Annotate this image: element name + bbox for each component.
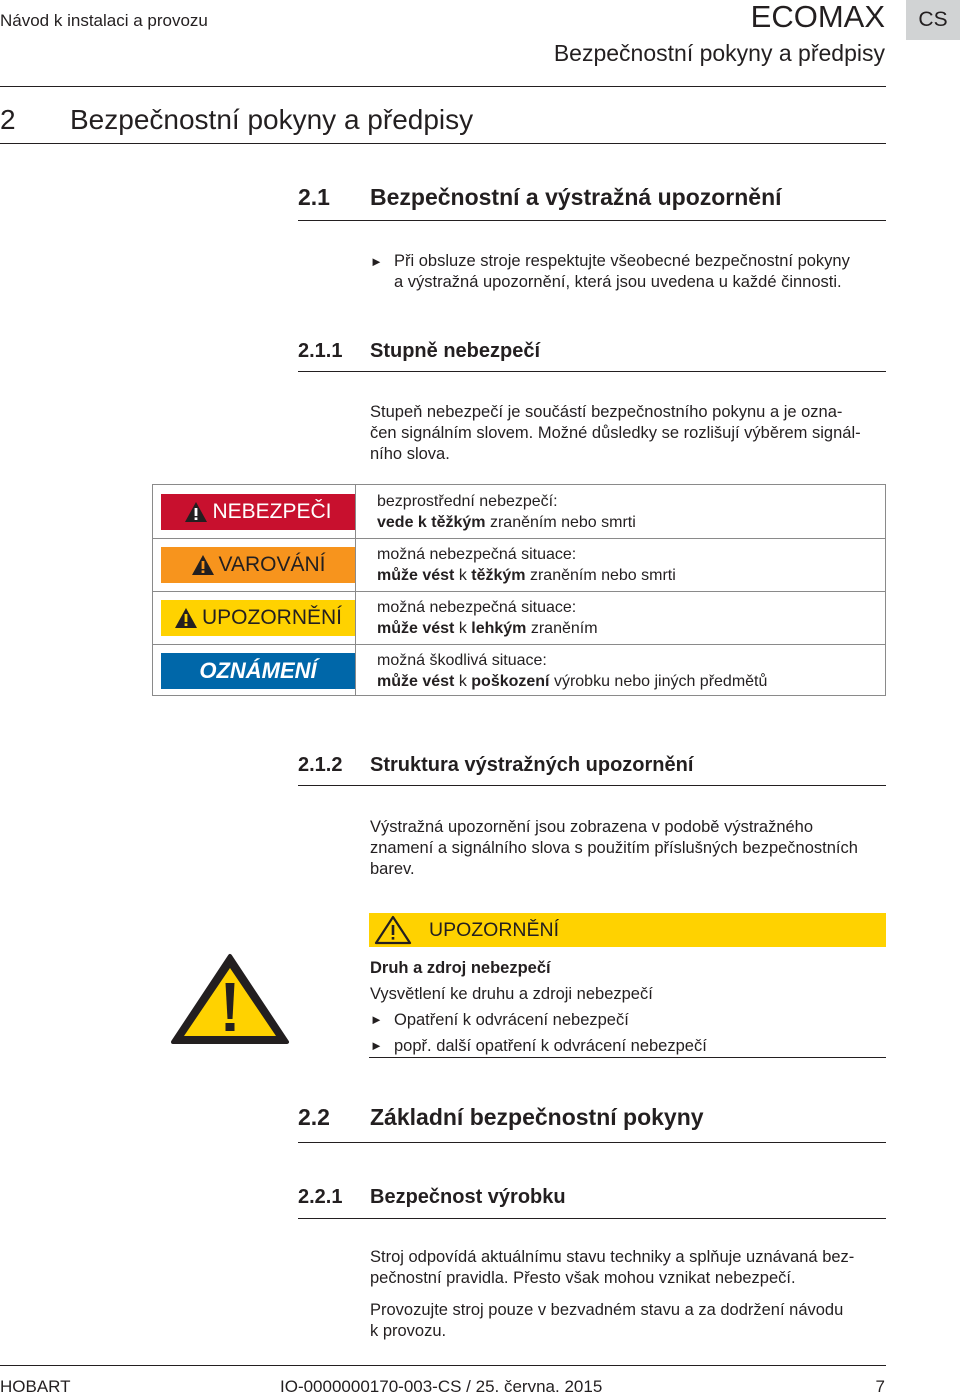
signal-word-label: UPOZORNĚNÍ (201, 606, 342, 629)
footer-company: HOBART (0, 1377, 71, 1396)
paragraph (370, 1300, 843, 1342)
hazard-levels-table (152, 484, 886, 696)
text-line: ního slova. (370, 445, 450, 463)
measure-item (370, 1033, 707, 1059)
consequence-part: může vést (377, 620, 455, 637)
section-rule (298, 1218, 886, 1219)
measure-item (370, 1007, 707, 1033)
consequence-text (377, 671, 767, 692)
hazard-row-warning (153, 538, 885, 591)
section-heading-2-2 (298, 1104, 704, 1131)
text-line: znamení a signálního slova s použitím příslušných bezpečnostních (370, 839, 858, 857)
page-number: 7 (875, 1377, 885, 1396)
signal-word-label: NEBEZPEČI (212, 500, 332, 523)
section-heading-2-1 (298, 184, 782, 211)
signal-word-label: UPOZORNĚNÍ (429, 918, 560, 941)
warning-triangle-icon (184, 501, 208, 523)
text-line: Stroj odpovídá aktuálnímu stavu techniky a splňuje uznávaná bez- (370, 1248, 855, 1266)
section-heading-2-2-1 (298, 1186, 566, 1209)
text-line: Při obsluze stroje respektujte všeobecné bezpečnostní pokyny (394, 252, 850, 270)
chapter-title: Bezpečnostní pokyny a předpisy (70, 104, 474, 135)
hazard-description (377, 544, 676, 586)
warning-example-rule (369, 1057, 886, 1058)
situation-text: možná nebezpečná situace: (377, 599, 577, 616)
consequence-part: poškození (471, 673, 550, 690)
signal-word-label: OZNÁMENÍ (199, 658, 317, 683)
hazard-row-danger (153, 485, 885, 538)
section-title: Bezpečnostní a výstražná upozornění (370, 184, 782, 210)
consequence-part: vede k těžkým (377, 514, 486, 531)
signal-word-warning (161, 547, 355, 583)
bullet-arrow-icon: ► (370, 254, 383, 269)
section-number: 2.2 (298, 1104, 330, 1130)
text-line: k provozu. (370, 1322, 447, 1340)
consequence-part: těžkým (471, 567, 526, 584)
consequence-part: může vést (377, 567, 455, 584)
consequence-text (377, 565, 676, 586)
consequence-part: zraněním nebo smrti (485, 514, 636, 531)
hazard-description (377, 597, 598, 639)
consequence-text (377, 512, 636, 533)
bullet-arrow-icon: ► (370, 1038, 383, 1053)
text-line: čen signálním slovem. Možné důsledky se rozlišují výběrem signál- (370, 424, 861, 442)
header-section-title: Bezpečnostní pokyny a předpisy (553, 40, 885, 66)
signal-word-caution (161, 600, 355, 636)
consequence-part: zraněním nebo smrti (525, 567, 676, 584)
consequence-text (377, 618, 598, 639)
warning-example-content (370, 955, 707, 1059)
hazard-type-text: Druh a zdroj nebezpečí (370, 959, 551, 977)
footer-document-id: IO-0000000170-003-CS / 25. června. 2015 (280, 1377, 603, 1396)
large-warning-sign-icon (170, 953, 290, 1045)
consequence-part: k (454, 673, 472, 690)
paragraph (370, 1247, 854, 1289)
consequence-part: výrobku nebo jiných předmětů (549, 673, 768, 690)
text-line: Stupeň nebezpečí je součástí bezpečnostního pokynu a je ozna- (370, 403, 843, 421)
situation-text: možná nebezpečná situace: (377, 546, 577, 563)
text-line: Provozujte stroj pouze v bezvadném stavu a za dodržení návodu (370, 1301, 844, 1319)
paragraph (370, 402, 861, 465)
situation-text: bezprostřední nebezpečí: (377, 493, 558, 510)
consequence-part: k (454, 620, 472, 637)
instruction-bullet (370, 251, 850, 293)
hazard-description (377, 650, 767, 692)
signal-word-danger (161, 494, 355, 530)
footer-rule (0, 1365, 886, 1366)
section-rule (298, 1142, 886, 1143)
warning-triangle-icon (373, 915, 413, 945)
consequence-part: k (454, 567, 472, 584)
measure-text: Opatření k odvrácení nebezpečí (394, 1011, 629, 1029)
signal-word-label: VAROVÁNÍ (218, 553, 326, 576)
signal-word-notice (161, 653, 355, 689)
section-heading-2-1-2 (298, 754, 693, 777)
consequence-part: zraněním (526, 620, 598, 637)
hazard-explanation-text: Vysvětlení ke druhu a zdroji nebezpečí (370, 985, 653, 1003)
section-number: 2.1.2 (298, 754, 343, 776)
chapter-rule (0, 143, 886, 144)
caution-signal-bar (369, 913, 886, 947)
measure-text: popř. další opatření k odvrácení nebezpečí (394, 1037, 707, 1055)
warning-triangle-icon (191, 554, 215, 576)
section-rule (298, 371, 886, 372)
hazard-row-caution (153, 591, 885, 644)
section-number: 2.1 (298, 184, 330, 210)
situation-text: možná škodlivá situace: (377, 652, 547, 669)
consequence-part: lehkým (471, 620, 527, 637)
text-line: Výstražná upozornění jsou zobrazena v podobě výstražného (370, 818, 814, 836)
hazard-description (377, 491, 636, 533)
text-line: pečnostní pravidla. Přesto však mohou vznikat nebezpečí. (370, 1269, 796, 1287)
brand-name: ECOMAX (750, 0, 885, 34)
section-heading-2-1-1 (298, 340, 540, 363)
warning-triangle-icon (174, 607, 198, 629)
paragraph (370, 817, 858, 880)
document-type: Návod k instalaci a provozu (0, 11, 208, 30)
section-title: Struktura výstražných upozornění (370, 754, 694, 776)
section-number: 2.2.1 (298, 1186, 343, 1208)
section-title: Základní bezpečnostní pokyny (370, 1104, 704, 1130)
chapter-number: 2 (0, 104, 16, 135)
section-rule (298, 220, 886, 221)
bullet-arrow-icon: ► (370, 1012, 383, 1027)
header-rule (0, 86, 886, 87)
text-line: a výstražná upozornění, která jsou uvedena u každé činnosti. (394, 273, 842, 291)
language-badge: CS (906, 0, 960, 40)
consequence-part: může vést (377, 673, 455, 690)
text-line: barev. (370, 860, 415, 878)
hazard-row-notice (153, 644, 885, 696)
section-title: Bezpečnost výrobku (370, 1186, 566, 1208)
section-number: 2.1.1 (298, 340, 343, 362)
chapter-heading (0, 104, 473, 136)
section-title: Stupně nebezpečí (370, 340, 541, 362)
section-rule (298, 785, 886, 786)
